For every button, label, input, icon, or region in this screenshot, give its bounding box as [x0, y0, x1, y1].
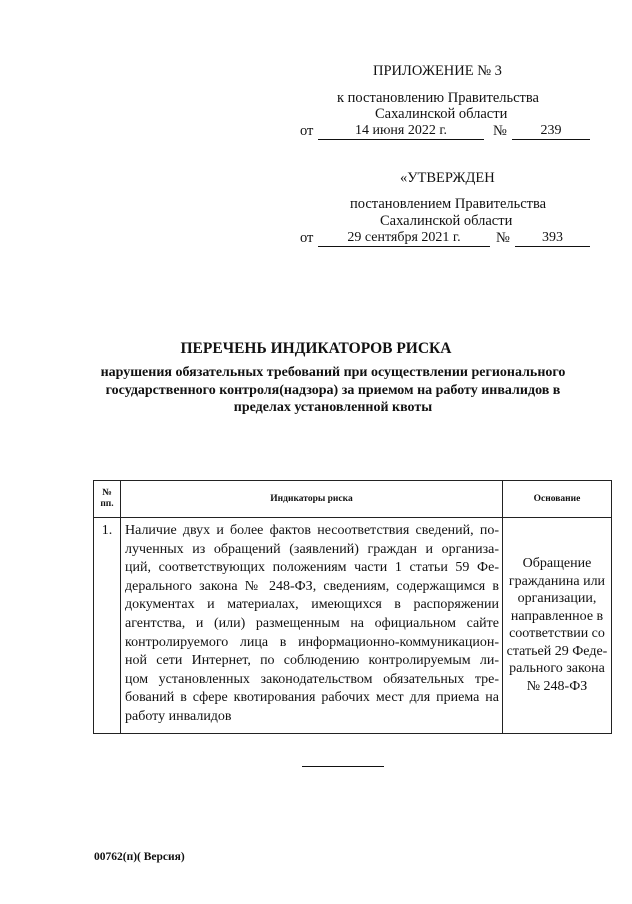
- subtitle-line: пределах установленной квоты: [233, 400, 433, 415]
- header-indicators: Индикаторы риска: [121, 481, 503, 518]
- basis-line: рального закона: [509, 661, 605, 677]
- approved-title: «УТВЕРЖДЕН: [400, 170, 495, 186]
- indicator-line: контролируемого лица в информационно-коммуникацион-: [125, 634, 499, 650]
- appendix-num-label: №: [493, 123, 507, 139]
- basis-line: соответствии со: [509, 626, 605, 642]
- appendix-number: 239: [512, 122, 590, 140]
- appendix-line1: к постановлению Правительства: [337, 90, 539, 106]
- risk-indicators-table: [93, 480, 612, 734]
- header-basis: Основание: [503, 481, 612, 518]
- row-basis: [503, 518, 612, 734]
- header-number: [94, 481, 121, 518]
- header-number-line1: №: [102, 488, 112, 498]
- indicator-line: ной сети Интернет, по соблюдению контролируемым ли-: [125, 653, 499, 669]
- approved-line2: Сахалинской области: [380, 213, 513, 229]
- indicator-line: документах и материалах, имеющихся в распоряжении: [125, 597, 499, 613]
- document-title: ПЕРЕЧЕНЬ ИНДИКАТОРОВ РИСКА: [180, 340, 452, 357]
- indicator-line: цом установленных законодательством обязательных тре-: [125, 671, 499, 687]
- subtitle-line: государственного контроля(надзора) за приемом на работу инвалидов в: [105, 382, 561, 398]
- appendix-date: 14 июня 2022 г.: [318, 122, 484, 140]
- indicator-line: бований в сфере квотирования рабочих мест для приема на: [125, 690, 499, 706]
- indicator-line: лученных из обращений (заявлений) граждан и организа-: [125, 541, 499, 557]
- basis-line: гражданина или: [508, 573, 606, 589]
- closing-divider: [302, 766, 384, 767]
- document-subtitle: [60, 364, 606, 417]
- row-number: 1.: [94, 518, 121, 734]
- appendix-from-label: от: [300, 123, 314, 139]
- approved-line1: постановлением Правительства: [350, 196, 547, 212]
- approved-from-label: от: [300, 230, 314, 246]
- appendix-title: ПРИЛОЖЕНИЕ № 3: [373, 63, 502, 79]
- basis-line: организации,: [517, 591, 597, 607]
- appendix-line2: Сахалинской области: [375, 106, 508, 122]
- indicator-line: агентства, и (или) размещенным на официальном сайте: [125, 615, 499, 631]
- indicator-line: ций, соответствующих положениям части 1 статьи 59 Фе-: [125, 560, 499, 576]
- subtitle-line: нарушения обязательных требований при осуществлении регионального: [100, 365, 566, 380]
- indicator-line: Наличие двух и более фактов несоответствия сведений, по-: [125, 523, 499, 538]
- table-row: [94, 518, 612, 734]
- basis-line: Обращение: [522, 556, 592, 572]
- header-number-line2: пп.: [100, 499, 114, 509]
- approved-date: 29 сентября 2021 г.: [318, 229, 490, 247]
- approved-num-label: №: [496, 230, 510, 246]
- indicator-line: работу инвалидов: [125, 708, 232, 724]
- table-header-row: [94, 481, 612, 518]
- basis-line: № 248-ФЗ: [526, 678, 588, 694]
- basis-line: направленное в: [510, 608, 604, 624]
- basis-line: статьей 29 Феде-: [506, 643, 608, 659]
- indicator-line: дерального закона № 248-ФЗ, сведениям, содержащимся в: [125, 578, 499, 594]
- document-code: 00762(п)( Версия): [94, 851, 185, 863]
- approved-number: 393: [515, 229, 590, 247]
- row-indicator: [121, 518, 503, 734]
